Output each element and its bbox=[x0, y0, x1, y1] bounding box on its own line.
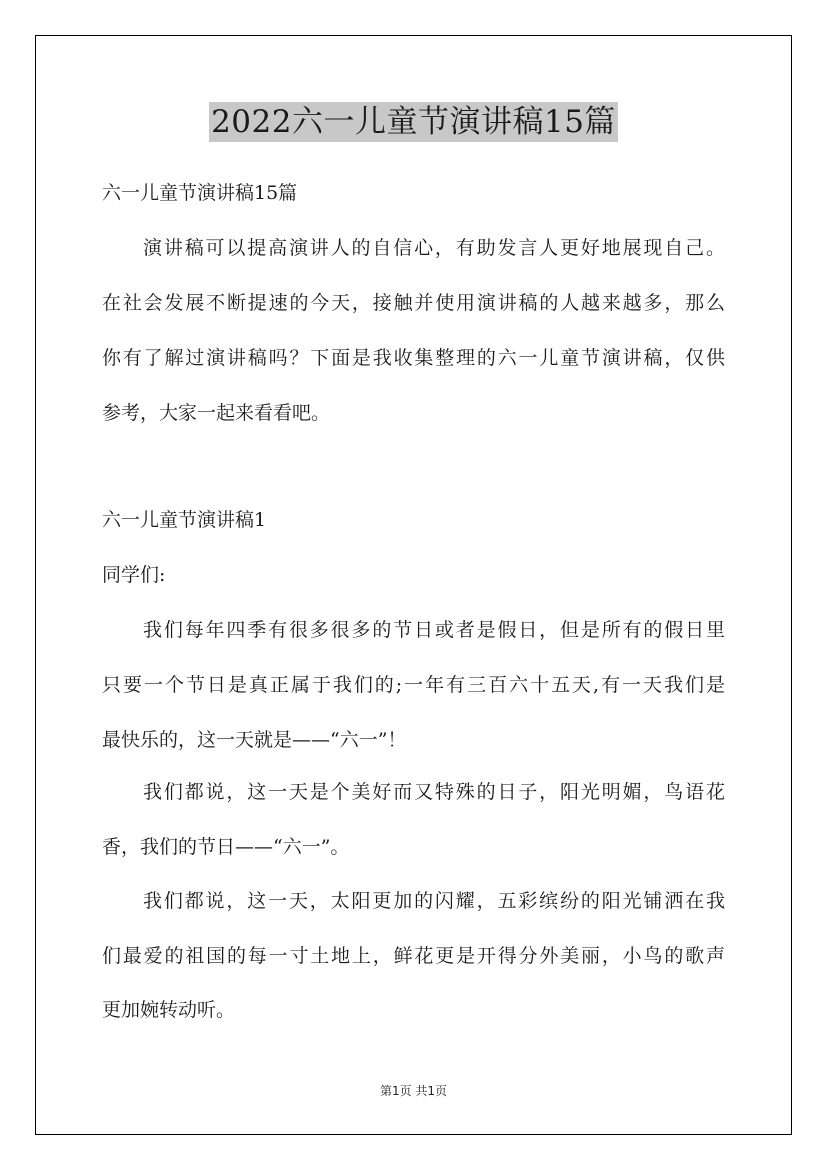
body-paragraph-3-line-2: 们最爱的祖国的每一寸土地上，鲜花更是开得分外美丽，小鸟的歌声 bbox=[102, 945, 725, 967]
section-heading-speech-1: 六一儿童节演讲稿1 bbox=[102, 509, 267, 531]
body-paragraph-1-line-2: 只要一个节日是真正属于我们的;一年有三百六十五天,有一天我们是 bbox=[102, 674, 725, 696]
body-paragraph-3-line-3: 更加婉转动听。 bbox=[102, 999, 236, 1021]
body-paragraph-2-line-1: 我们都说，这一天是个美好而又特殊的日子，阳光明媚，鸟语花 bbox=[143, 781, 725, 803]
intro-paragraph-line-1: 演讲稿可以提高演讲人的自信心，有助发言人更好地展现自己。 bbox=[143, 237, 725, 259]
body-paragraph-1-line-3: 最快乐的，这一天就是——“六一”！ bbox=[102, 729, 407, 751]
greeting-line: 同学们: bbox=[102, 564, 166, 586]
body-paragraph-3-line-1: 我们都说，这一天，太阳更加的闪耀，五彩缤纷的阳光铺洒在我 bbox=[143, 890, 725, 912]
document-title bbox=[0, 102, 827, 142]
body-paragraph-1-line-1: 我们每年四季有很多很多的节日或者是假日，但是所有的假日里 bbox=[143, 619, 725, 641]
document-title-text: 2022六一儿童节演讲稿15篇 bbox=[211, 104, 616, 140]
body-paragraph-2-line-2: 香，我们的节日——“六一”。 bbox=[102, 836, 350, 858]
intro-paragraph-line-4: 参考，大家一起来看看吧。 bbox=[102, 402, 331, 424]
intro-paragraph-line-2: 在社会发展不断提速的今天，接触并使用演讲稿的人越来越多，那么 bbox=[102, 292, 725, 314]
page-number-footer: 第1页 共1页 bbox=[379, 1084, 448, 1098]
intro-paragraph-line-3: 你有了解过演讲稿吗？下面是我收集整理的六一儿童节演讲稿，仅供 bbox=[102, 347, 725, 369]
subtitle-line: 六一儿童节演讲稿15篇 bbox=[102, 182, 298, 204]
